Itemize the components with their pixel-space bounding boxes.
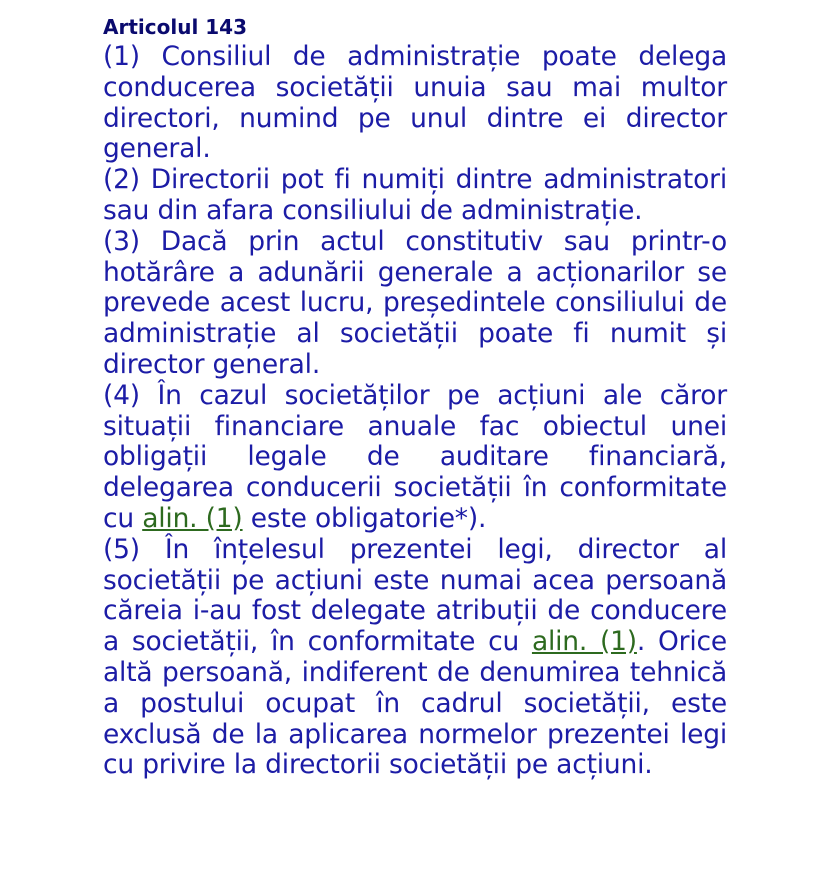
paragraph-5 xyxy=(103,535,727,781)
paragraph-5-text-after: . Orice altă persoană, indiferent de denumirea tehnică a postului ocupat în cadrul societății, este exclusă de la aplicarea normelor prezentei legi cu privire la directorii societății pe acțiuni. xyxy=(103,626,727,781)
paragraph-5-text-before: (5) În înțelesul prezentei legi, director al societății pe acțiuni este numai acea persoană căreia i-au fost delegate atribuții de conducere a societății, în conformitate cu xyxy=(103,533,727,658)
alin-1-link[interactable]: alin. (1) xyxy=(531,626,637,658)
paragraph-2: (2) Directorii pot fi numiți dintre administratori sau din afara consiliului de administrație. xyxy=(103,164,727,226)
alin-1-link[interactable]: alin. (1) xyxy=(142,502,243,534)
article-title: Articolul 143 xyxy=(103,15,248,39)
paragraph-4-text-before: (4) În cazul societăților pe acțiuni ale căror situații financiare anuale fac obiectul unei obligații legale de auditare financiară, delegarea conducerii societății în conformitate cu xyxy=(103,379,727,534)
paragraph-3: (3) Dacă prin actul constitutiv sau printr-o hotărâre a adunării generale a acționarilor se prevede acest lucru, președintele consiliului de administrație al societății poate fi numit și director general. xyxy=(103,225,727,380)
paragraph-4 xyxy=(103,381,727,535)
article xyxy=(103,14,727,781)
paragraph-4-text-after: este obligatorie*). xyxy=(242,502,487,534)
paragraph-1: (1) Consiliul de administrație poate delega conducerea societății unuia sau mai multor directori, numind pe unul dintre ei director general. xyxy=(103,41,727,165)
